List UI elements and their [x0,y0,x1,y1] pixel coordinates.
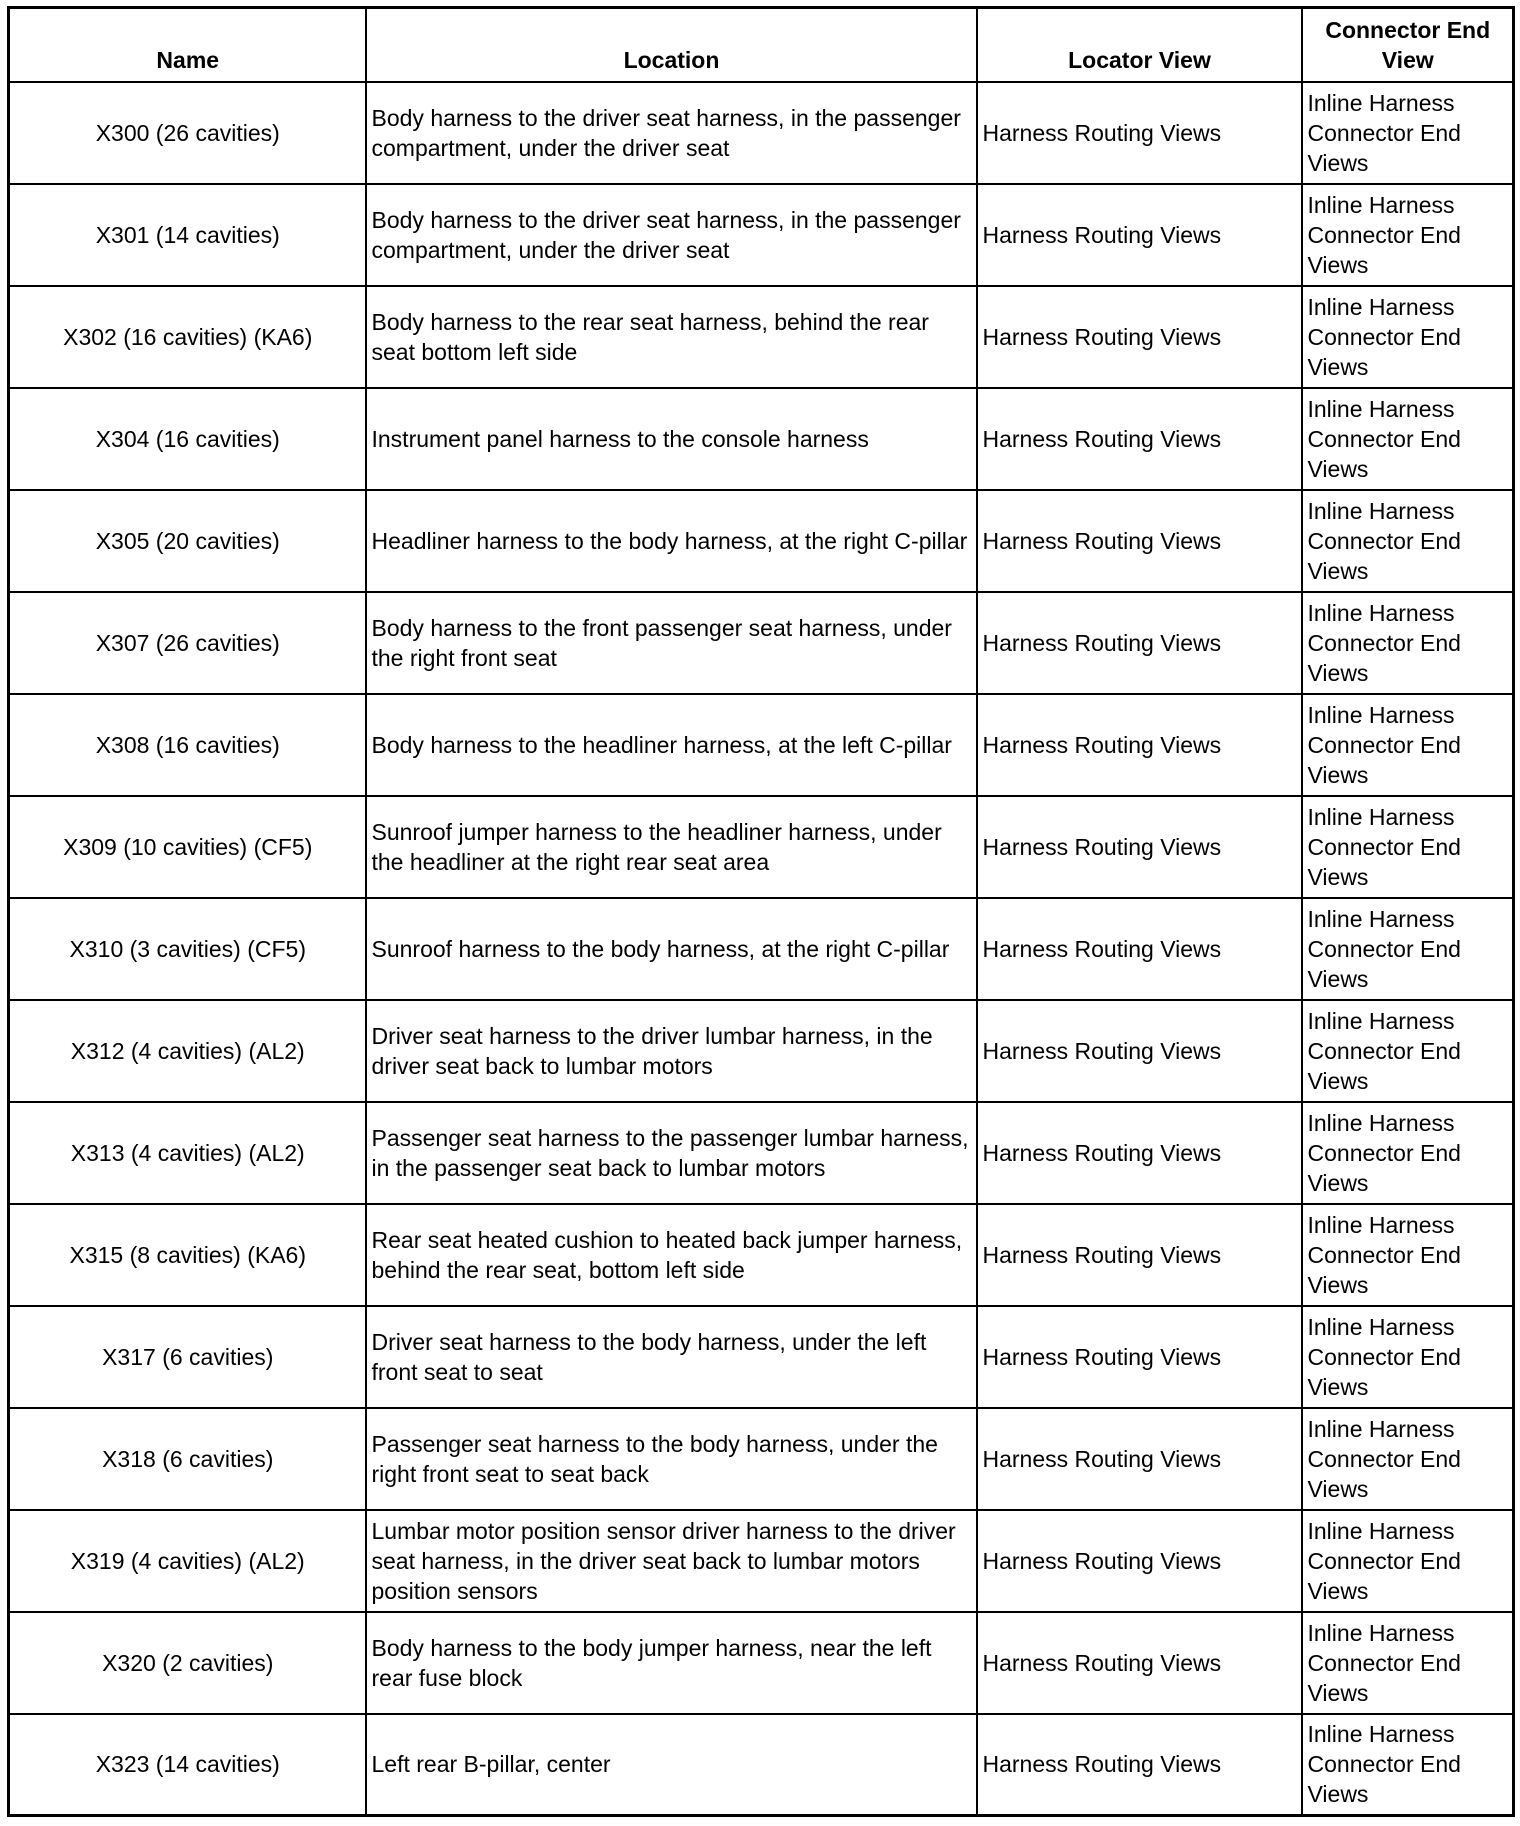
cell-locator-view: Harness Routing Views [977,898,1302,1000]
cell-location: Sunroof harness to the body harness, at the right C-pillar [366,898,977,1000]
cell-location: Left rear B-pillar, center [366,1714,977,1816]
cell-connector-end-view: Inline Harness Connector End Views [1302,1204,1514,1306]
cell-location: Rear seat heated cushion to heated back jumper harness, behind the rear seat, bottom left side [366,1204,977,1306]
cell-connector-end-view: Inline Harness Connector End Views [1302,184,1514,286]
table-row [9,898,1514,1000]
cell-location: Body harness to the driver seat harness, in the passenger compartment, under the driver seat [366,82,977,184]
cell-name: X301 (14 cavities) [9,184,366,286]
cell-locator-view: Harness Routing Views [977,184,1302,286]
cell-name: X317 (6 cavities) [9,1306,366,1408]
cell-location: Driver seat harness to the body harness, under the left front seat to seat [366,1306,977,1408]
cell-connector-end-view: Inline Harness Connector End Views [1302,286,1514,388]
cell-locator-view: Harness Routing Views [977,1102,1302,1204]
cell-connector-end-view: Inline Harness Connector End Views [1302,694,1514,796]
cell-locator-view: Harness Routing Views [977,1204,1302,1306]
table-row [9,1714,1514,1816]
cell-name: X312 (4 cavities) (AL2) [9,1000,366,1102]
cell-locator-view: Harness Routing Views [977,82,1302,184]
cell-locator-view: Harness Routing Views [977,1612,1302,1714]
cell-location: Body harness to the body jumper harness, near the left rear fuse block [366,1612,977,1714]
cell-name: X315 (8 cavities) (KA6) [9,1204,366,1306]
cell-locator-view: Harness Routing Views [977,1000,1302,1102]
cell-name: X310 (3 cavities) (CF5) [9,898,366,1000]
table-container [7,6,1515,1817]
cell-location: Driver seat harness to the driver lumbar harness, in the driver seat back to lumbar motors [366,1000,977,1102]
cell-connector-end-view: Inline Harness Connector End Views [1302,1714,1514,1816]
table-row [9,592,1514,694]
cell-connector-end-view: Inline Harness Connector End Views [1302,1612,1514,1714]
cell-name: X309 (10 cavities) (CF5) [9,796,366,898]
cell-location: Body harness to the rear seat harness, behind the rear seat bottom left side [366,286,977,388]
cell-name: X319 (4 cavities) (AL2) [9,1510,366,1612]
cell-name: X302 (16 cavities) (KA6) [9,286,366,388]
cell-connector-end-view: Inline Harness Connector End Views [1302,1408,1514,1510]
table-row [9,82,1514,184]
cell-connector-end-view: Inline Harness Connector End Views [1302,796,1514,898]
table-row [9,796,1514,898]
cell-connector-end-view: Inline Harness Connector End Views [1302,490,1514,592]
cell-connector-end-view: Inline Harness Connector End Views [1302,592,1514,694]
connector-table [7,6,1515,1817]
cell-connector-end-view: Inline Harness Connector End Views [1302,1102,1514,1204]
table-row [9,490,1514,592]
cell-connector-end-view: Inline Harness Connector End Views [1302,388,1514,490]
table-row [9,388,1514,490]
table-row [9,1000,1514,1102]
cell-name: X313 (4 cavities) (AL2) [9,1102,366,1204]
header-connector-end-view: Connector End View [1302,8,1514,82]
cell-locator-view: Harness Routing Views [977,1714,1302,1816]
header-row [9,8,1514,82]
cell-name: X300 (26 cavities) [9,82,366,184]
cell-locator-view: Harness Routing Views [977,286,1302,388]
table-row [9,1306,1514,1408]
header-name: Name [9,8,366,82]
table-row [9,1408,1514,1510]
header-locator-view: Locator View [977,8,1302,82]
cell-location: Sunroof jumper harness to the headliner harness, under the headliner at the right rear seat area [366,796,977,898]
table-row [9,286,1514,388]
cell-connector-end-view: Inline Harness Connector End Views [1302,1306,1514,1408]
cell-location: Headliner harness to the body harness, at the right C-pillar [366,490,977,592]
cell-connector-end-view: Inline Harness Connector End Views [1302,1000,1514,1102]
cell-location: Lumbar motor position sensor driver harness to the driver seat harness, in the driver seat back to lumbar motors position sensors [366,1510,977,1612]
cell-location: Body harness to the front passenger seat harness, under the right front seat [366,592,977,694]
cell-name: X304 (16 cavities) [9,388,366,490]
cell-location: Instrument panel harness to the console harness [366,388,977,490]
table-row [9,184,1514,286]
cell-name: X307 (26 cavities) [9,592,366,694]
cell-name: X305 (20 cavities) [9,490,366,592]
header-location: Location [366,8,977,82]
table-row [9,694,1514,796]
cell-name: X323 (14 cavities) [9,1714,366,1816]
cell-connector-end-view: Inline Harness Connector End Views [1302,1510,1514,1612]
cell-locator-view: Harness Routing Views [977,490,1302,592]
table-row [9,1102,1514,1204]
cell-locator-view: Harness Routing Views [977,1408,1302,1510]
cell-name: X308 (16 cavities) [9,694,366,796]
cell-connector-end-view: Inline Harness Connector End Views [1302,898,1514,1000]
cell-locator-view: Harness Routing Views [977,1510,1302,1612]
table-row [9,1510,1514,1612]
cell-location: Passenger seat harness to the body harness, under the right front seat to seat back [366,1408,977,1510]
table-row [9,1204,1514,1306]
cell-connector-end-view: Inline Harness Connector End Views [1302,82,1514,184]
cell-location: Body harness to the headliner harness, at the left C-pillar [366,694,977,796]
cell-name: X320 (2 cavities) [9,1612,366,1714]
cell-locator-view: Harness Routing Views [977,694,1302,796]
cell-location: Passenger seat harness to the passenger lumbar harness, in the passenger seat back to lumbar motors [366,1102,977,1204]
table-row [9,1612,1514,1714]
cell-location: Body harness to the driver seat harness, in the passenger compartment, under the driver seat [366,184,977,286]
cell-locator-view: Harness Routing Views [977,592,1302,694]
cell-locator-view: Harness Routing Views [977,388,1302,490]
cell-locator-view: Harness Routing Views [977,1306,1302,1408]
cell-name: X318 (6 cavities) [9,1408,366,1510]
cell-locator-view: Harness Routing Views [977,796,1302,898]
